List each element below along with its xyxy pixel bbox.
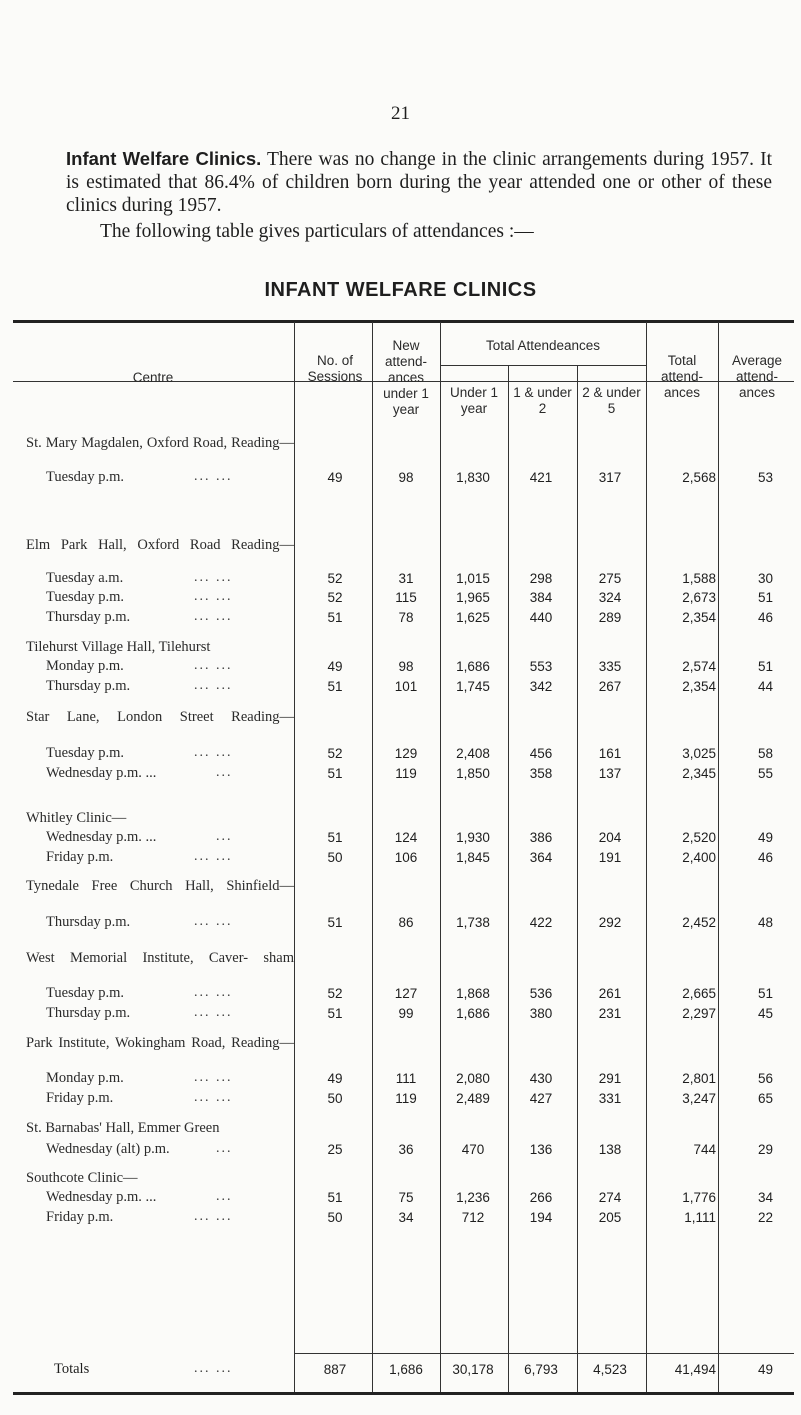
totals-average: 49	[757, 1362, 773, 1377]
centre-name: Southcote Clinic—	[26, 1170, 138, 1186]
cell-1-under-2: 456	[529, 746, 553, 761]
cell-sessions: 52	[327, 590, 343, 605]
leader-dots: ...	[216, 765, 233, 780]
cell-under-1: 1,625	[456, 610, 490, 625]
cell-under-1: 1,830	[456, 470, 490, 485]
cell-2-under-5: 191	[598, 850, 622, 865]
header-new-attendances: New attend- ances under 1 year	[383, 338, 429, 417]
table-title: INFANT WELFARE CLINICS	[264, 279, 537, 301]
cell-average: 30	[757, 571, 773, 586]
cell-under-1: 1,015	[456, 571, 490, 586]
header-average-attendances: Average attend- ances	[731, 353, 783, 400]
session-label: Friday p.m.	[46, 1209, 114, 1225]
leader-dots: ... ...	[194, 570, 233, 585]
cell-sessions: 49	[327, 659, 343, 674]
session-label: Tuesday p.m.	[46, 469, 125, 485]
page-number: 21	[391, 103, 410, 124]
cell-average: 51	[757, 659, 773, 674]
cell-under-1: 1,930	[456, 830, 490, 845]
totals-sessions: 887	[323, 1362, 347, 1377]
leader-dots: ... ...	[194, 589, 233, 604]
totals-label: Totals	[54, 1361, 90, 1377]
cell-under-1: 1,868	[456, 986, 490, 1001]
cell-1-under-2: 553	[529, 659, 553, 674]
cell-new-attendances: 31	[398, 571, 414, 586]
cell-under-1: 712	[461, 1210, 485, 1225]
cell-sessions: 49	[327, 470, 343, 485]
cell-average: 46	[757, 610, 773, 625]
session-label: Tuesday p.m.	[46, 985, 125, 1001]
cell-1-under-2: 266	[529, 1190, 553, 1205]
cell-1-under-2: 422	[529, 915, 553, 930]
header-under-1: Under 1 year	[449, 385, 499, 416]
cell-average: 22	[757, 1210, 773, 1225]
cell-new-attendances: 98	[398, 659, 414, 674]
totals-2-under-5: 4,523	[593, 1362, 627, 1377]
cell-average: 49	[757, 830, 773, 845]
cell-average: 51	[757, 986, 773, 1001]
cell-total: 1,588	[682, 571, 716, 586]
cell-sessions: 52	[327, 571, 343, 586]
intro-text: There was no change in the clinic arrangements during 1957. It is estimated that 86.4% of children born during the year attended one or other of these clinics during 1957.	[66, 149, 772, 216]
cell-1-under-2: 421	[529, 470, 553, 485]
cell-average: 46	[757, 850, 773, 865]
leader-dots: ... ...	[194, 985, 233, 1000]
cell-new-attendances: 34	[398, 1210, 414, 1225]
cell-new-attendances: 99	[398, 1006, 414, 1021]
col-divider	[577, 366, 578, 1392]
cell-under-1: 470	[461, 1142, 485, 1157]
cell-2-under-5: 261	[598, 986, 622, 1001]
cell-total: 2,574	[682, 659, 716, 674]
centre-name: St. Mary Magdalen, Oxford Road, Reading—	[26, 435, 294, 451]
intro-heading: Infant Welfare Clinics.	[66, 148, 262, 169]
cell-2-under-5: 137	[598, 766, 622, 781]
cell-new-attendances: 86	[398, 915, 414, 930]
cell-average: 34	[757, 1190, 773, 1205]
cell-2-under-5: 317	[598, 470, 622, 485]
cell-new-attendances: 101	[394, 679, 418, 694]
cell-under-1: 1,845	[456, 850, 490, 865]
cell-1-under-2: 536	[529, 986, 553, 1001]
cell-total: 744	[693, 1142, 716, 1157]
lead-in-text: The following table gives particulars of attendances :—	[100, 221, 534, 242]
cell-2-under-5: 267	[598, 679, 622, 694]
cell-2-under-5: 289	[598, 610, 622, 625]
cell-average: 44	[757, 679, 773, 694]
cell-under-1: 1,850	[456, 766, 490, 781]
cell-under-1: 1,738	[456, 915, 490, 930]
cell-2-under-5: 274	[598, 1190, 622, 1205]
centre-name: Elm Park Hall, Oxford Road Reading—	[26, 537, 294, 553]
cell-under-1: 1,745	[456, 679, 490, 694]
cell-1-under-2: 384	[529, 590, 553, 605]
centre-name: Park Institute, Wokingham Road, Reading—	[26, 1035, 294, 1051]
session-label: Wednesday p.m. ...	[46, 765, 157, 781]
cell-total: 2,354	[682, 679, 716, 694]
cell-sessions: 49	[327, 1071, 343, 1086]
cell-new-attendances: 106	[394, 850, 418, 865]
table-bottom-rule	[13, 1392, 794, 1395]
session-label: Thursday p.m.	[46, 914, 131, 930]
cell-1-under-2: 358	[529, 766, 553, 781]
cell-average: 56	[757, 1071, 773, 1086]
cell-1-under-2: 342	[529, 679, 553, 694]
cell-total: 2,297	[682, 1006, 716, 1021]
cell-total: 2,354	[682, 610, 716, 625]
cell-1-under-2: 364	[529, 850, 553, 865]
cell-average: 58	[757, 746, 773, 761]
cell-new-attendances: 119	[395, 766, 417, 781]
session-label: Tuesday p.m.	[46, 745, 125, 761]
session-label: Monday p.m.	[46, 658, 124, 674]
centre-name: St. Barnabas' Hall, Emmer Green	[26, 1120, 220, 1136]
leader-dots: ...	[216, 829, 233, 844]
cell-average: 45	[757, 1006, 773, 1021]
col-divider	[508, 366, 509, 1392]
cell-under-1: 1,236	[456, 1190, 490, 1205]
leader-dots: ... ...	[194, 1361, 233, 1376]
cell-average: 65	[757, 1091, 773, 1106]
cell-2-under-5: 231	[598, 1006, 622, 1021]
cell-sessions: 25	[327, 1142, 343, 1157]
cell-new-attendances: 36	[398, 1142, 414, 1157]
table-top-rule	[13, 320, 794, 323]
cell-2-under-5: 292	[598, 915, 622, 930]
cell-sessions: 50	[327, 1210, 343, 1225]
header-1-under-2: 1 & under 2	[513, 385, 572, 416]
session-label: Wednesday p.m. ...	[46, 1189, 157, 1205]
session-label: Tuesday a.m.	[46, 570, 124, 586]
group-header-rule	[440, 365, 646, 366]
totals-new-attendances: 1,686	[389, 1362, 423, 1377]
centre-name: Star Lane, London Street Reading—	[26, 709, 294, 725]
cell-sessions: 51	[327, 610, 343, 625]
cell-new-attendances: 124	[394, 830, 418, 845]
header-sessions: No. of Sessions	[307, 353, 363, 384]
cell-average: 55	[757, 766, 773, 781]
cell-total: 3,247	[682, 1091, 716, 1106]
cell-total: 2,520	[682, 830, 716, 845]
cell-1-under-2: 386	[529, 830, 553, 845]
cell-sessions: 50	[327, 850, 343, 865]
cell-total: 2,568	[682, 470, 716, 485]
cell-new-attendances: 75	[398, 1190, 414, 1205]
header-total-attendances: Total attend- ances	[660, 353, 704, 400]
centre-name: Whitley Clinic—	[26, 810, 127, 826]
cell-1-under-2: 430	[529, 1071, 553, 1086]
cell-sessions: 51	[327, 915, 343, 930]
session-label: Wednesday (alt) p.m.	[46, 1141, 170, 1157]
cell-under-1: 2,489	[456, 1091, 490, 1106]
totals-1-under-2: 6,793	[524, 1362, 558, 1377]
session-label: Wednesday p.m. ...	[46, 829, 157, 845]
session-label: Thursday p.m.	[46, 1005, 131, 1021]
cell-1-under-2: 136	[529, 1142, 553, 1157]
cell-average: 51	[757, 590, 773, 605]
leader-dots: ... ...	[194, 1070, 233, 1085]
cell-new-attendances: 119	[395, 1091, 417, 1106]
leader-dots: ... ...	[194, 469, 233, 484]
leader-dots: ... ...	[194, 658, 233, 673]
cell-2-under-5: 138	[598, 1142, 622, 1157]
leader-dots: ...	[216, 1189, 233, 1204]
totals-total: 41,494	[674, 1362, 716, 1377]
cell-average: 53	[757, 470, 773, 485]
intro-paragraph	[66, 147, 772, 217]
cell-1-under-2: 194	[529, 1210, 553, 1225]
cell-total: 1,111	[684, 1210, 716, 1225]
cell-sessions: 51	[327, 830, 343, 845]
cell-sessions: 51	[327, 1190, 343, 1205]
cell-2-under-5: 324	[598, 590, 622, 605]
cell-sessions: 52	[327, 746, 343, 761]
cell-2-under-5: 275	[598, 571, 622, 586]
session-label: Tuesday p.m.	[46, 589, 125, 605]
cell-1-under-2: 427	[529, 1091, 553, 1106]
cell-new-attendances: 129	[394, 746, 418, 761]
session-label: Thursday p.m.	[46, 609, 131, 625]
cell-2-under-5: 331	[598, 1091, 622, 1106]
cell-total: 2,665	[682, 986, 716, 1001]
leader-dots: ... ...	[194, 609, 233, 624]
leader-dots: ... ...	[194, 914, 233, 929]
header-total-attendances-group: Total Attendeances	[485, 338, 601, 353]
cell-under-1: 2,080	[456, 1071, 490, 1086]
cell-total: 2,345	[682, 766, 716, 781]
cell-2-under-5: 204	[598, 830, 622, 845]
cell-new-attendances: 127	[394, 986, 418, 1001]
col-divider	[646, 322, 647, 1392]
cell-average: 29	[757, 1142, 773, 1157]
cell-2-under-5: 161	[598, 746, 622, 761]
cell-under-1: 2,408	[456, 746, 490, 761]
cell-total: 2,452	[682, 915, 716, 930]
centre-name: West Memorial Institute, Caver- sham	[26, 950, 294, 966]
totals-under-1: 30,178	[452, 1362, 494, 1377]
totals-top-rule	[294, 1353, 794, 1354]
leader-dots: ... ...	[194, 1209, 233, 1224]
cell-1-under-2: 440	[529, 610, 553, 625]
leader-dots: ... ...	[194, 1090, 233, 1105]
leader-dots: ... ...	[194, 678, 233, 693]
cell-average: 48	[757, 915, 773, 930]
session-label: Friday p.m.	[46, 1090, 114, 1106]
cell-total: 2,801	[682, 1071, 716, 1086]
leader-dots: ... ...	[194, 849, 233, 864]
cell-new-attendances: 115	[395, 590, 417, 605]
cell-total: 3,025	[682, 746, 716, 761]
cell-new-attendances: 98	[398, 470, 414, 485]
cell-sessions: 51	[327, 1006, 343, 1021]
session-label: Monday p.m.	[46, 1070, 124, 1086]
cell-1-under-2: 380	[529, 1006, 553, 1021]
cell-under-1: 1,686	[456, 1006, 490, 1021]
leader-dots: ... ...	[194, 745, 233, 760]
cell-under-1: 1,686	[456, 659, 490, 674]
header-2-under-5: 2 & under 5	[582, 385, 641, 416]
centre-name: Tynedale Free Church Hall, Shinfield—	[26, 878, 294, 894]
cell-total: 2,400	[682, 850, 716, 865]
header-centre: Centre	[132, 370, 174, 385]
cell-2-under-5: 335	[598, 659, 622, 674]
cell-total: 1,776	[682, 1190, 716, 1205]
cell-sessions: 51	[327, 679, 343, 694]
cell-sessions: 52	[327, 986, 343, 1001]
leader-dots: ...	[216, 1141, 233, 1156]
cell-under-1: 1,965	[456, 590, 490, 605]
session-label: Thursday p.m.	[46, 678, 131, 694]
centre-name: Tilehurst Village Hall, Tilehurst	[26, 639, 211, 655]
cell-1-under-2: 298	[529, 571, 553, 586]
session-label: Friday p.m.	[46, 849, 114, 865]
cell-sessions: 50	[327, 1091, 343, 1106]
cell-total: 2,673	[682, 590, 716, 605]
cell-2-under-5: 291	[598, 1071, 622, 1086]
leader-dots: ... ...	[194, 1005, 233, 1020]
cell-sessions: 51	[327, 766, 343, 781]
cell-new-attendances: 78	[398, 610, 414, 625]
cell-2-under-5: 205	[598, 1210, 622, 1225]
cell-new-attendances: 111	[395, 1071, 417, 1086]
